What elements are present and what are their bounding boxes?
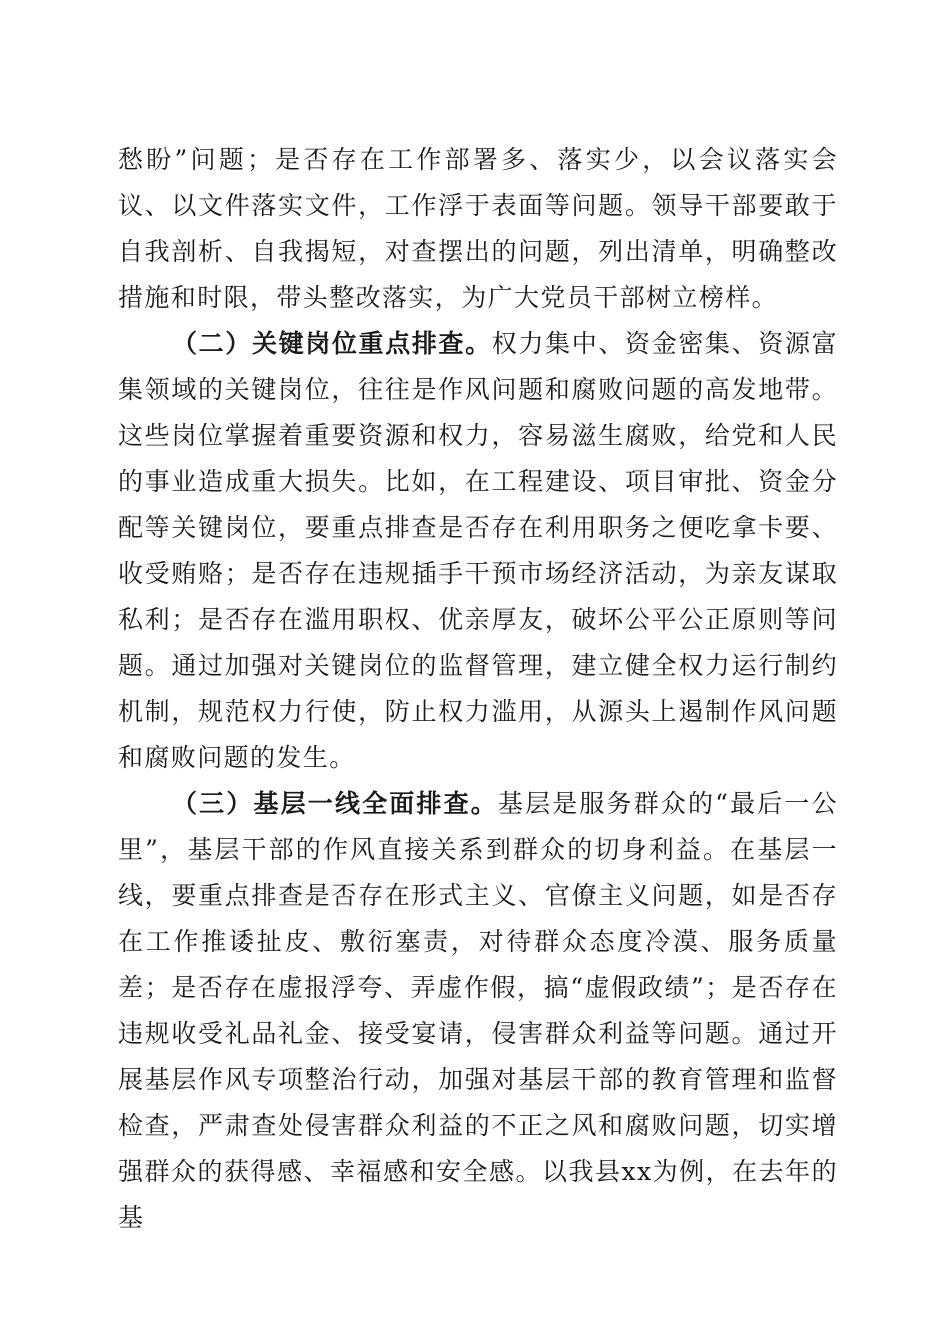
paragraph-body: 基层是服务群众的“最后一公里”，基层干部的作风直接关系到群众的切身利益。在基层一线，要重点排查是否存在形式主义、官僚主义问题，如是否存在工作推诿扯皮、敷衍塞责，对待群众态度冷漠、服务质量差；是否存在虚报浮夸、弄虚作假，搞“虚假政绩”；是否存在违规收受礼品礼金、接受宴请，侵害群众利益等问题。通过开展基层作风专项整治行动，加强对基层干部的教育管理和监督检查，严肃查处侵害群众利益的不正之风和腐败问题，切实增强群众的获得感、幸福感和安全感。以我县xx为例，在去年的基 — [118, 789, 838, 1232]
paragraph-body: 权力集中、资金密集、资源富集领域的关键岗位，往往是作风问题和腐败问题的高发地带。这些岗位掌握着重要资源和权力，容易滋生腐败，给党和人民的事业造成重大损失。比如，在工程建设、项目审批、资金分配等关键岗位，要重点排查是否存在利用职务之便吃拿卡要、收受贿赂；是否存在违规插手干预市场经济活动，为亲友谋取私利；是否存在滥用职权、优亲厚友，破坏公平公正原则等问题。通过加强对关键岗位的监督管理，建立健全权力运行制约机制，规范权力行使，防止权力滥用，从源头上遏制作风问题和腐败问题的发生。 — [118, 329, 838, 772]
paragraph-body: 愁盼”问题；是否存在工作部署多、落实少，以会议落实会议、以文件落实文件，工作浮于表面等问题。领导干部要敢于自我剖析、自我揭短，对查摆出的问题，列出清单，明确整改措施和时限，带头整改落实，为广大党员干部树立榜样。 — [118, 145, 838, 312]
paragraph-key-positions — [118, 321, 838, 781]
paragraph-grassroots — [118, 781, 838, 1241]
document-body — [118, 137, 838, 1241]
section-heading: （三）基层一线全面排查。 — [172, 789, 498, 818]
paragraph-continuation — [118, 137, 838, 321]
section-heading: （二）关键岗位重点排查。 — [172, 329, 492, 358]
